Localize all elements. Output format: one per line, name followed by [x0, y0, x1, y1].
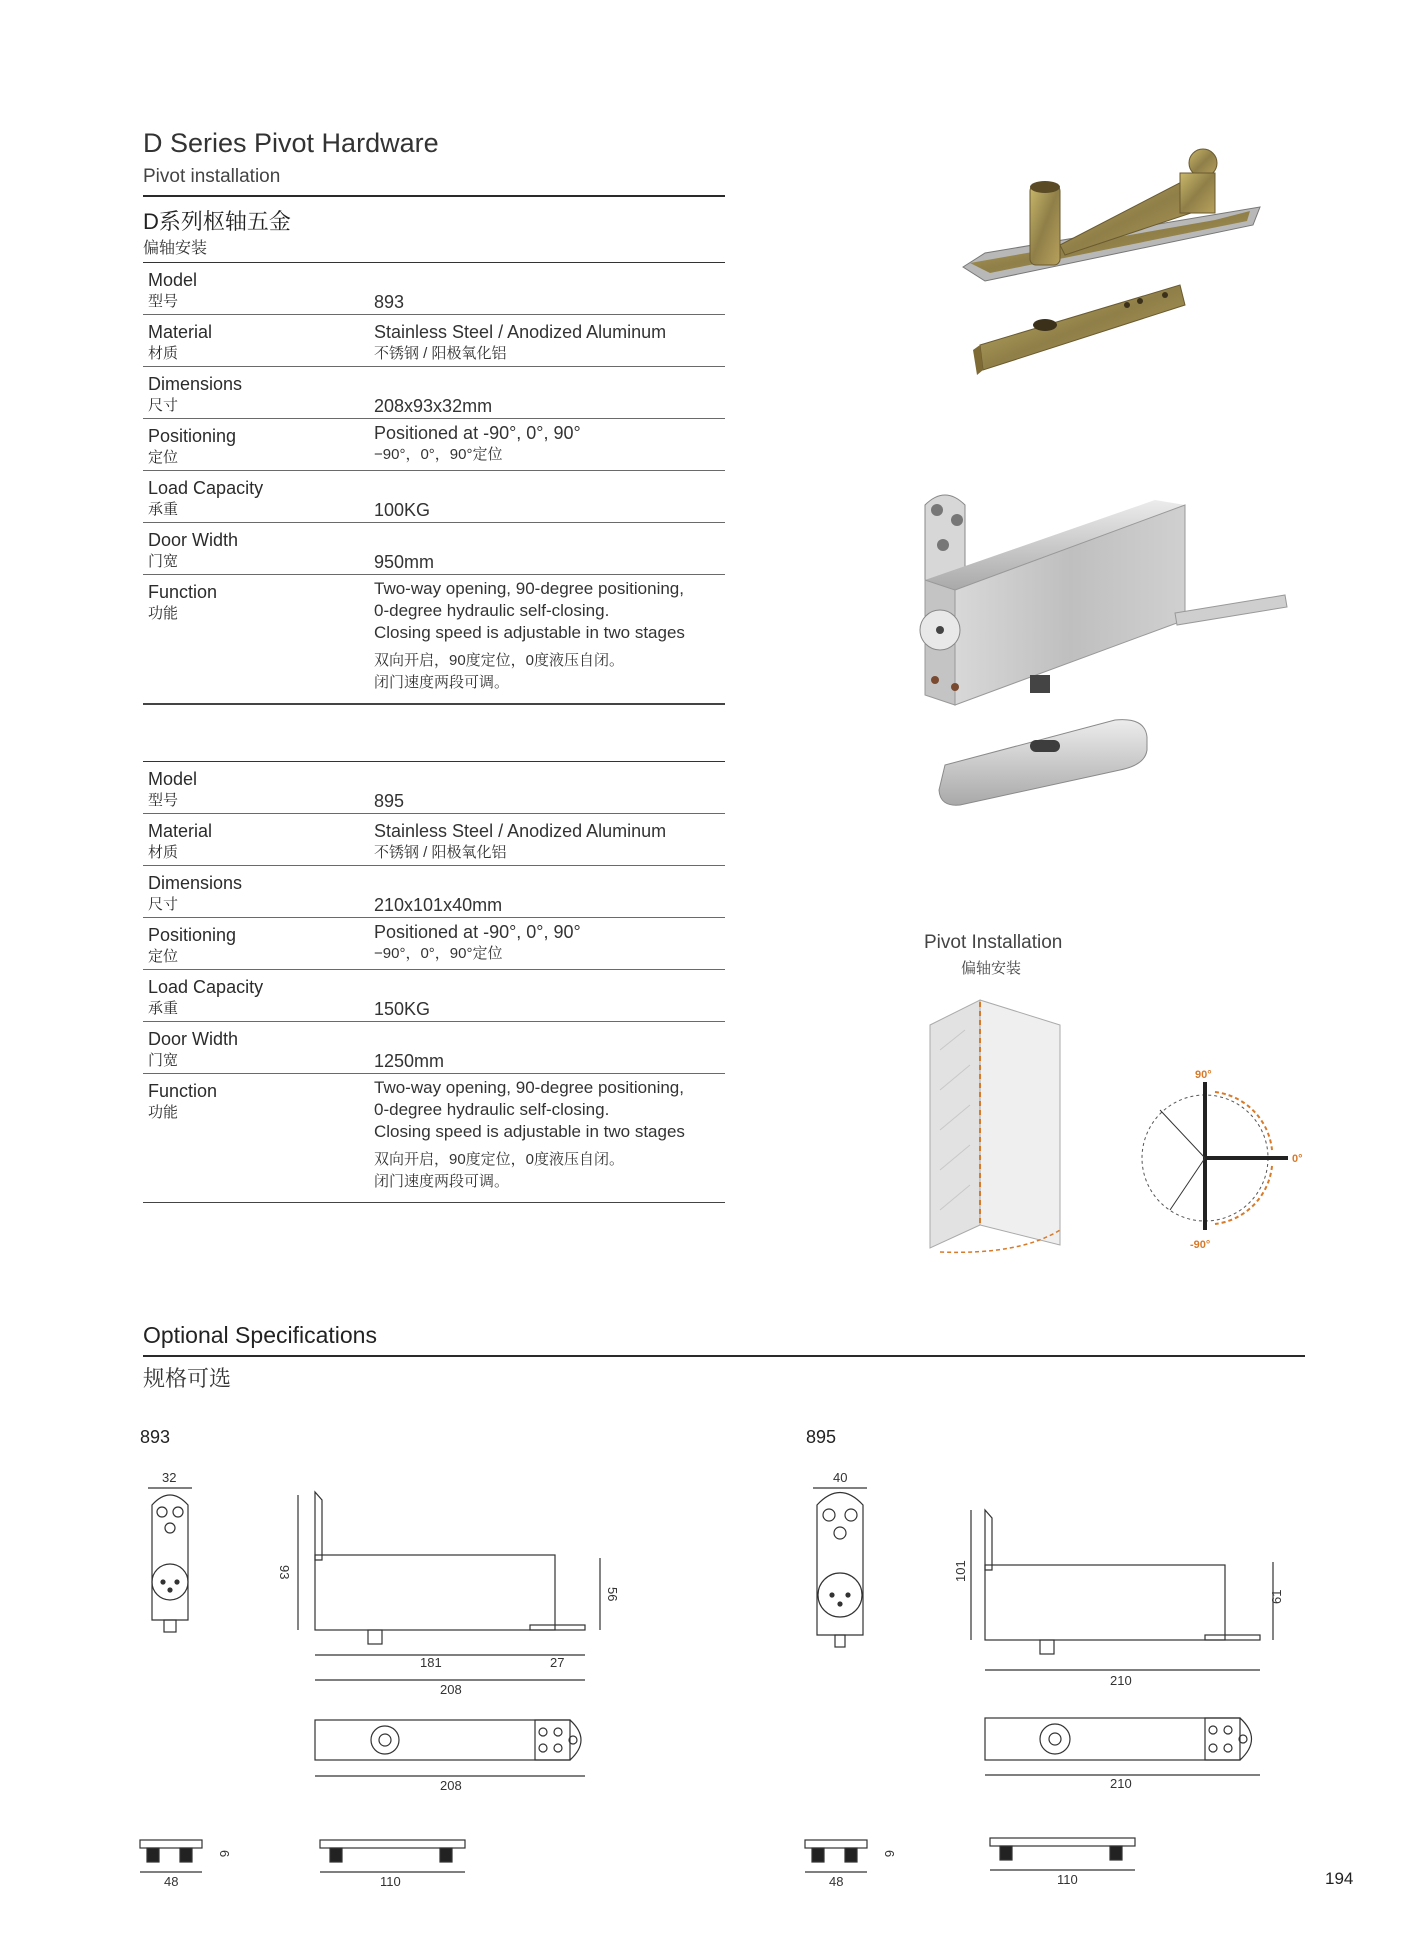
spec-label: Dimensions — [148, 374, 243, 394]
function-line: Closing speed is adjustable in two stages — [374, 623, 685, 642]
page-subtitle-cn: 偏轴安装 — [143, 240, 208, 257]
angle-0-label: 0° — [1292, 1153, 1303, 1165]
spec-value-cn: −90°，0°，90°定位 — [374, 945, 503, 962]
angle-90-label: 90° — [1195, 1069, 1212, 1081]
spec-label: Material — [148, 821, 213, 841]
spec-label-cn: 尺寸 — [148, 397, 179, 414]
dim-label: 61 — [1269, 1589, 1284, 1604]
function-line: Two-way opening, 90-degree positioning, — [374, 1078, 684, 1097]
spec-value: Stainless Steel / Anodized Aluminum — [374, 821, 667, 841]
door-illustration — [930, 1000, 1060, 1252]
spec-table-895 — [143, 762, 725, 1203]
spec-value-cn: −90°，0°，90°定位 — [374, 446, 503, 463]
spec-row-dimensions — [143, 866, 725, 918]
pivot-installation-title-cn: 偏轴安装 — [961, 960, 1022, 977]
spec-row-positioning — [143, 918, 725, 970]
dim-label: 48 — [829, 1874, 844, 1889]
spec-label: Material — [148, 322, 213, 342]
spec-row-door-width — [143, 1022, 725, 1074]
spec-value-cn: 不锈钢 / 阳极氧化铝 — [374, 345, 507, 362]
spec-label: Door Width — [148, 1029, 239, 1049]
spec-row-load — [143, 471, 725, 523]
spec-label-cn: 门宽 — [148, 553, 179, 570]
spec-row-door-width — [143, 523, 725, 575]
dim-label: 93 — [277, 1565, 292, 1580]
spec-label: Dimensions — [148, 873, 243, 893]
dim-label: 210 — [1110, 1673, 1132, 1688]
spec-label: Positioning — [148, 426, 237, 446]
function-line-cn: 双向开启，90度定位，0度液压自闭。 — [374, 652, 625, 669]
spec-label-cn: 型号 — [148, 293, 179, 310]
spec-label-cn: 尺寸 — [148, 896, 179, 913]
drawing-model-895: 895 — [806, 1427, 837, 1447]
spec-row-function — [143, 1074, 725, 1203]
spec-label-cn: 定位 — [148, 449, 179, 466]
dim-label: 27 — [550, 1655, 565, 1670]
spec-row-model — [143, 762, 725, 814]
optional-specs-title: Optional Specifications — [143, 1322, 377, 1348]
drawing-895 — [795, 1470, 1305, 1890]
dim-label: 6 — [217, 1850, 232, 1858]
spec-row-material — [143, 814, 725, 866]
spec-label-cn: 承重 — [148, 1000, 179, 1017]
header-rule — [143, 195, 725, 197]
drawing-893 — [130, 1470, 630, 1890]
page-title: D Series Pivot Hardware — [143, 128, 439, 158]
spec-label: Model — [148, 769, 198, 789]
spec-label-cn: 功能 — [148, 1104, 179, 1121]
spec-value: 893 — [374, 292, 405, 312]
spec-row-material — [143, 315, 725, 367]
spec-label-cn: 门宽 — [148, 1052, 179, 1069]
pivot-installation-diagram — [920, 990, 1320, 1265]
spec-label: Load Capacity — [148, 977, 264, 997]
function-line-cn: 闭门速度两段可调。 — [374, 674, 510, 691]
spec-label: Model — [148, 270, 198, 290]
spec-label-cn: 功能 — [148, 605, 179, 622]
spec-value: 100KG — [374, 500, 431, 520]
spec-label-cn: 材质 — [148, 844, 179, 861]
function-line: Closing speed is adjustable in two stages — [374, 1122, 685, 1141]
page-subtitle: Pivot installation — [143, 166, 281, 187]
dim-label: 56 — [605, 1587, 620, 1602]
angle-neg90-label: -90° — [1190, 1239, 1211, 1251]
spec-label: Function — [148, 1081, 218, 1101]
spec-value: Positioned at -90°, 0°, 90° — [374, 922, 581, 942]
function-line-cn: 闭门速度两段可调。 — [374, 1173, 510, 1190]
dim-label: 40 — [833, 1470, 848, 1485]
spec-value: Positioned at -90°, 0°, 90° — [374, 423, 581, 443]
function-line: 0-degree hydraulic self-closing. — [374, 601, 610, 620]
spec-label: Door Width — [148, 530, 239, 550]
dim-label: 110 — [380, 1874, 401, 1889]
page-title-cn: D系列枢轴五金 — [143, 209, 291, 234]
spec-row-positioning — [143, 419, 725, 471]
function-line: 0-degree hydraulic self-closing. — [374, 1100, 610, 1119]
function-line-cn: 双向开启，90度定位，0度液压自闭。 — [374, 1151, 625, 1168]
spec-value-cn: 不锈钢 / 阳极氧化铝 — [374, 844, 507, 861]
spec-label-cn: 定位 — [148, 948, 179, 965]
spec-table-893 — [143, 263, 725, 705]
dim-label: 208 — [440, 1682, 462, 1697]
spec-value: 208x93x32mm — [374, 396, 493, 416]
spec-row-model — [143, 263, 725, 315]
spec-label-cn: 材质 — [148, 345, 179, 362]
dim-label: 110 — [1057, 1872, 1078, 1887]
spec-value: 1250mm — [374, 1051, 445, 1071]
spec-row-dimensions — [143, 367, 725, 419]
spec-value: 950mm — [374, 552, 435, 572]
optional-specs-title-cn: 规格可选 — [143, 1366, 232, 1391]
dim-label: 181 — [420, 1655, 442, 1670]
spec-value: Stainless Steel / Anodized Aluminum — [374, 322, 667, 342]
angle-diagram — [1142, 1069, 1303, 1251]
page-number: 194 — [1325, 1869, 1354, 1888]
spec-value: 895 — [374, 791, 405, 811]
dim-label: 6 — [882, 1850, 897, 1858]
spec-label-cn: 承重 — [148, 501, 179, 518]
dim-label: 32 — [162, 1470, 177, 1485]
spec-row-function — [143, 575, 725, 705]
spec-label: Positioning — [148, 925, 237, 945]
product-image-895 — [915, 485, 1295, 810]
spec-row-load — [143, 970, 725, 1022]
spec-value: 210x101x40mm — [374, 895, 503, 915]
product-image-893 — [955, 145, 1270, 390]
dim-label: 101 — [953, 1560, 968, 1582]
dim-label: 48 — [164, 1874, 179, 1889]
spec-label-cn: 型号 — [148, 792, 179, 809]
dim-label: 208 — [440, 1778, 462, 1793]
function-line: Two-way opening, 90-degree positioning, — [374, 579, 684, 598]
drawing-model-893: 893 — [140, 1427, 171, 1447]
pivot-installation-title: Pivot Installation — [924, 932, 1063, 953]
optional-rule — [143, 1355, 1305, 1357]
spec-label: Function — [148, 582, 218, 602]
spec-value: 150KG — [374, 999, 431, 1019]
dim-label: 210 — [1110, 1776, 1132, 1791]
spec-label: Load Capacity — [148, 478, 264, 498]
